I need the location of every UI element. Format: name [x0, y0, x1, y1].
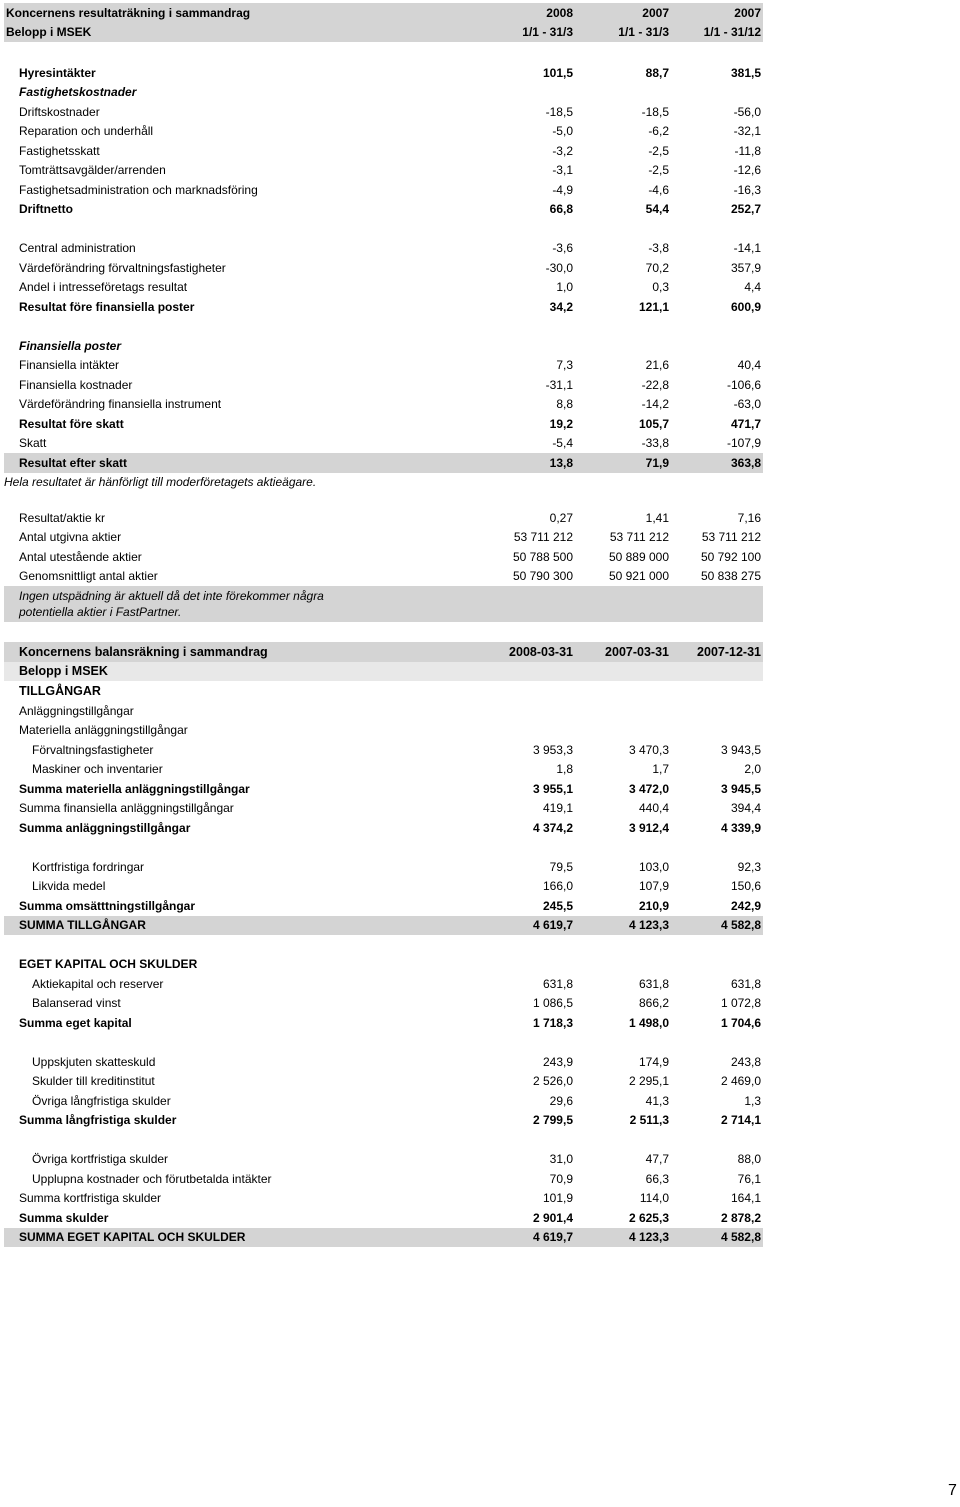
table-row [4, 1169, 763, 1189]
row-value: 4 339,9 [720, 820, 761, 835]
table-row [4, 63, 763, 83]
date-col-3: 2007-12-31 [697, 644, 761, 659]
shares-note [4, 586, 763, 622]
row-value: 242,9 [730, 898, 761, 913]
spacer [4, 219, 763, 239]
table-row [4, 395, 763, 415]
table-row [4, 547, 763, 567]
row-value: 866,2 [638, 996, 669, 1011]
row-label: Fastighetsskatt [19, 143, 100, 158]
row-value: 357,9 [730, 260, 761, 275]
row-value: -12,6 [733, 163, 761, 178]
row-value: -107,9 [726, 436, 761, 451]
table-row [4, 567, 763, 587]
balance-title: Koncernens balansräkning i sammandrag [19, 644, 268, 659]
total-row [4, 916, 763, 936]
row-label: Genomsnittligt antal aktier [19, 569, 158, 584]
row-label: Anläggningstillgångar [19, 703, 134, 718]
row-value: -11,8 [734, 143, 761, 158]
table-row [4, 356, 763, 376]
row-label: Upplupna kostnader och förutbetalda intäkter [32, 1171, 272, 1186]
row-label: Övriga kortfristiga skulder [32, 1152, 169, 1167]
row-value: -106,6 [726, 377, 761, 392]
spacer [4, 1130, 763, 1150]
row-label: Finansiella poster [19, 338, 122, 353]
row-value: 4 582,8 [720, 1230, 761, 1245]
row-value: 101,9 [542, 1191, 573, 1206]
row-label: Summa materiella anläggningstillgångar [19, 781, 250, 796]
row-value: 88,7 [645, 65, 669, 80]
row-value: 4 123,3 [628, 1230, 669, 1245]
assets-title: TILLGÅNGAR [19, 683, 101, 698]
table-row [4, 161, 763, 181]
year-col-1: 2008 [546, 5, 573, 20]
row-value: 440,4 [638, 801, 669, 816]
table-row [4, 1072, 763, 1092]
row-value: -4,6 [648, 182, 669, 197]
row-value: 107,9 [638, 879, 669, 894]
row-value: 71,9 [645, 455, 669, 470]
row-value: 2 714,1 [720, 1113, 761, 1128]
row-value: 164,1 [730, 1191, 761, 1206]
row-value: -32,1 [733, 124, 761, 139]
table-row [4, 1150, 763, 1170]
income-body [4, 63, 763, 492]
row-value: 29,6 [549, 1093, 573, 1108]
table-row [4, 508, 763, 528]
row-value: -63,0 [733, 397, 761, 412]
row-label: Värdeförändring förvaltningsfastigheter [19, 260, 226, 275]
row-label: Uppskjuten skatteskuld [32, 1054, 156, 1069]
row-label: Tomträttsavgälder/arrenden [19, 163, 166, 178]
row-value: 3 943,5 [720, 742, 761, 757]
table-row [4, 528, 763, 548]
table-row [4, 1189, 763, 1209]
period-col-1: 1/1 - 31/3 [522, 25, 573, 40]
row-value: 76,1 [737, 1171, 761, 1186]
row-value: 2 901,4 [532, 1210, 573, 1225]
row-label: Summa finansiella anläggningstillgångar [19, 801, 234, 816]
row-label: Fastighetskostnader [19, 85, 137, 100]
row-value: -3,8 [648, 241, 669, 256]
row-value: 3 945,5 [720, 781, 761, 796]
row-label: Värdeförändring finansiella instrument [19, 397, 222, 412]
row-value: 53 711 212 [701, 530, 761, 545]
period-col-3: 1/1 - 31/12 [703, 25, 761, 40]
table-row [4, 721, 763, 741]
row-value: 631,8 [638, 976, 669, 991]
row-value: 210,9 [638, 898, 669, 913]
row-value: 4 619,7 [532, 918, 573, 933]
row-value: 394,4 [730, 801, 761, 816]
row-value: 54,4 [645, 202, 669, 217]
table-row [4, 1091, 763, 1111]
row-value: -18,5 [545, 104, 573, 119]
row-value: 4 619,7 [532, 1230, 573, 1245]
row-label: Resultat före skatt [19, 416, 124, 431]
row-label: Skulder till kreditinstitut [32, 1074, 155, 1089]
income-note: Hela resultatet är hänförligt till moderföretagets aktieägare. [4, 475, 317, 490]
table-row [4, 102, 763, 122]
row-value: 4,4 [744, 280, 761, 295]
year-col-3: 2007 [734, 5, 761, 20]
row-value: -16,3 [733, 182, 761, 197]
subtotal-row [4, 414, 763, 434]
row-value: 47,7 [645, 1152, 669, 1167]
table-row [4, 83, 763, 103]
row-value: -14,2 [641, 397, 669, 412]
row-label: Central administration [19, 241, 136, 256]
row-label: Antal utgivna aktier [19, 530, 122, 545]
row-value: 66,3 [645, 1171, 669, 1186]
row-value: -3,2 [552, 143, 573, 158]
row-label: Summa omsätttningstillgångar [19, 898, 196, 913]
row-value: 101,5 [542, 65, 573, 80]
table-row [4, 760, 763, 780]
row-value: 631,8 [730, 976, 761, 991]
row-value: 0,3 [652, 280, 669, 295]
spacer [4, 838, 763, 858]
table-row [4, 434, 763, 454]
table-row [4, 278, 763, 298]
table-row [4, 1052, 763, 1072]
balance-header-row [4, 642, 763, 662]
row-value: 103,0 [638, 859, 669, 874]
row-value: 50 921 000 [608, 569, 669, 584]
subtotal-row [4, 779, 763, 799]
row-value: 243,8 [730, 1054, 761, 1069]
table-row [4, 258, 763, 278]
table-row [4, 877, 763, 897]
row-value: -2,5 [648, 143, 669, 158]
row-value: 1,41 [645, 510, 669, 525]
row-value: 88,0 [737, 1152, 761, 1167]
total-row [4, 453, 763, 473]
row-label: Materiella anläggningstillgångar [19, 723, 188, 738]
income-header-row [4, 3, 763, 23]
balance-subtitle-row [4, 662, 763, 682]
row-value: 1,0 [556, 280, 573, 295]
row-value: -3,1 [552, 163, 573, 178]
date-col-1: 2008-03-31 [509, 644, 573, 659]
row-value: 381,5 [730, 65, 761, 80]
row-value: 3 955,1 [532, 781, 573, 796]
row-value: 92,3 [737, 859, 761, 874]
table-row [4, 974, 763, 994]
subtotal-row [4, 200, 763, 220]
row-value: 1 704,6 [720, 1015, 761, 1030]
row-value: 2 469,0 [720, 1074, 761, 1089]
row-value: 3 472,0 [628, 781, 669, 796]
balance-subtitle: Belopp i MSEK [19, 664, 108, 679]
row-value: 600,9 [730, 299, 761, 314]
row-label: Summa långfristiga skulder [19, 1113, 177, 1128]
row-value: 1,8 [556, 762, 573, 777]
row-label: Summa anläggningstillgångar [19, 820, 191, 835]
row-value: 2 295,1 [628, 1074, 669, 1089]
row-value: -4,9 [552, 182, 573, 197]
row-label: Likvida medel [32, 879, 106, 894]
row-label: Summa skulder [19, 1210, 109, 1225]
table-row [4, 955, 763, 975]
row-label: Resultat före finansiella poster [19, 299, 195, 314]
row-value: 53 711 212 [513, 530, 573, 545]
subtotal-row [4, 896, 763, 916]
row-label: Antal utestående aktier [19, 549, 142, 564]
row-value: 1,7 [652, 762, 669, 777]
row-value: -5,0 [552, 124, 573, 139]
date-col-2: 2007-03-31 [605, 644, 669, 659]
row-label: Driftskostnader [19, 104, 100, 119]
row-value: 363,8 [730, 455, 761, 470]
assets-title-row [4, 681, 763, 701]
row-value: -14,1 [733, 241, 761, 256]
row-value: -30,0 [545, 260, 573, 275]
period-col-2: 1/1 - 31/3 [618, 25, 669, 40]
row-value: 105,7 [638, 416, 669, 431]
table-row [4, 994, 763, 1014]
row-value: 50 788 500 [512, 549, 573, 564]
table-row [4, 740, 763, 760]
shares-body [4, 508, 763, 586]
table-row [4, 180, 763, 200]
row-label: Driftnetto [19, 202, 73, 217]
row-label: Resultat efter skatt [19, 455, 128, 470]
income-title: Koncernens resultaträkning i sammandrag [6, 5, 251, 20]
table-row [4, 799, 763, 819]
balance-sheet-header [4, 642, 763, 701]
row-value: 150,6 [730, 879, 761, 894]
row-label: Andel i intresseföretags resultat [19, 280, 188, 295]
income-statement [4, 3, 763, 42]
row-label: Aktiekapital och reserver [32, 976, 164, 991]
page-number: 7 [948, 1482, 957, 1499]
row-label: Reparation och underhåll [19, 124, 154, 139]
row-value: 2 799,5 [532, 1113, 573, 1128]
income-subtitle: Belopp i MSEK [6, 25, 92, 40]
row-value: 252,7 [730, 202, 761, 217]
row-value: 4 374,2 [532, 820, 573, 835]
row-value: 70,9 [549, 1171, 573, 1186]
row-value: -5,4 [552, 436, 573, 451]
spacer [4, 1033, 763, 1053]
subtotal-row [4, 1013, 763, 1033]
row-value: 1 718,3 [532, 1015, 573, 1030]
row-value: -22,8 [641, 377, 669, 392]
row-value: 2,0 [744, 762, 761, 777]
row-value: 3 953,3 [532, 742, 573, 757]
dilution-note [4, 586, 763, 622]
row-value: 41,3 [645, 1093, 669, 1108]
row-label: Kortfristiga fordringar [32, 859, 145, 874]
row-value: 2 526,0 [532, 1074, 573, 1089]
row-value: 1 498,0 [628, 1015, 669, 1030]
row-value: 31,0 [549, 1152, 573, 1167]
subtotal-row [4, 1208, 763, 1228]
row-value: 2 625,3 [628, 1210, 669, 1225]
row-value: 7,16 [737, 510, 761, 525]
row-label: Fastighetsadministration och marknadsföring [19, 182, 258, 197]
row-value: 1,3 [744, 1093, 761, 1108]
year-col-2: 2007 [642, 5, 669, 20]
row-label: EGET KAPITAL OCH SKULDER [19, 957, 198, 972]
row-value: 40,4 [737, 358, 761, 373]
total-row [4, 1228, 763, 1248]
row-value: 2 878,2 [720, 1210, 761, 1225]
income-note-row [4, 473, 763, 493]
row-value: 8,8 [556, 397, 573, 412]
table-row [4, 122, 763, 142]
row-label: Skatt [19, 436, 47, 451]
spacer [4, 935, 763, 955]
row-value: 3 912,4 [628, 820, 669, 835]
row-label: Hyresintäkter [19, 65, 96, 80]
row-label: Finansiella kostnader [19, 377, 133, 392]
row-label: Finansiella intäkter [19, 358, 120, 373]
row-label: Maskiner och inventarier [32, 762, 163, 777]
table-row [4, 336, 763, 356]
row-value: 631,8 [542, 976, 573, 991]
row-value: -18,5 [641, 104, 669, 119]
row-value: 79,5 [549, 859, 573, 874]
row-label: Summa kortfristiga skulder [19, 1191, 162, 1206]
row-value: 66,8 [549, 202, 573, 217]
row-value: -6,2 [648, 124, 669, 139]
row-label: Balanserad vinst [32, 996, 121, 1011]
subtotal-row [4, 818, 763, 838]
row-value: 50 838 275 [700, 569, 761, 584]
row-value: 3 470,3 [628, 742, 669, 757]
row-value: 4 123,3 [628, 918, 669, 933]
row-value: -56,0 [733, 104, 761, 119]
row-value: 50 792 100 [700, 549, 761, 564]
row-value: 121,1 [638, 299, 669, 314]
row-value: 1 072,8 [720, 996, 761, 1011]
dilution-note-text: Ingen utspädning är aktuell då det inte förekommer några potentiella aktier i FastPartner. [19, 589, 324, 619]
row-value: 50 790 300 [512, 569, 573, 584]
row-label: Övriga långfristiga skulder [32, 1093, 171, 1108]
row-value: 13,8 [549, 455, 573, 470]
row-value: 0,27 [549, 510, 573, 525]
row-value: 114,0 [639, 1191, 669, 1206]
subtotal-row [4, 297, 763, 317]
row-value: 243,9 [542, 1054, 573, 1069]
row-value: -33,8 [641, 436, 669, 451]
row-value: 21,6 [645, 358, 669, 373]
row-value: -31,1 [545, 377, 573, 392]
row-label: Förvaltningsfastigheter [32, 742, 154, 757]
row-value: 7,3 [556, 358, 573, 373]
row-label: SUMMA TILLGÅNGAR [19, 918, 146, 933]
spacer [4, 317, 763, 337]
row-value: 70,2 [645, 260, 669, 275]
row-value: 50 889 000 [608, 549, 669, 564]
row-label: Summa eget kapital [19, 1015, 132, 1030]
row-label: Resultat/aktie kr [19, 510, 106, 525]
row-value: 174,9 [638, 1054, 669, 1069]
row-label: SUMMA EGET KAPITAL OCH SKULDER [19, 1230, 246, 1245]
balance-body [4, 701, 763, 1247]
income-subheader-row [4, 23, 763, 43]
row-value: 19,2 [549, 416, 573, 431]
row-value: 166,0 [542, 879, 573, 894]
row-value: 245,5 [542, 898, 573, 913]
table-row [4, 701, 763, 721]
row-value: 471,7 [730, 416, 761, 431]
row-value: 1 086,5 [532, 996, 573, 1011]
row-value: 419,1 [542, 801, 573, 816]
row-value: 53 711 212 [609, 530, 669, 545]
row-value: 2 511,3 [629, 1113, 669, 1128]
subtotal-row [4, 1111, 763, 1131]
row-value: -3,6 [552, 241, 573, 256]
table-row [4, 141, 763, 161]
row-value: 34,2 [549, 299, 573, 314]
row-value: 4 582,8 [720, 918, 761, 933]
row-value: -2,5 [648, 163, 669, 178]
table-row [4, 375, 763, 395]
table-row [4, 857, 763, 877]
table-row [4, 239, 763, 259]
